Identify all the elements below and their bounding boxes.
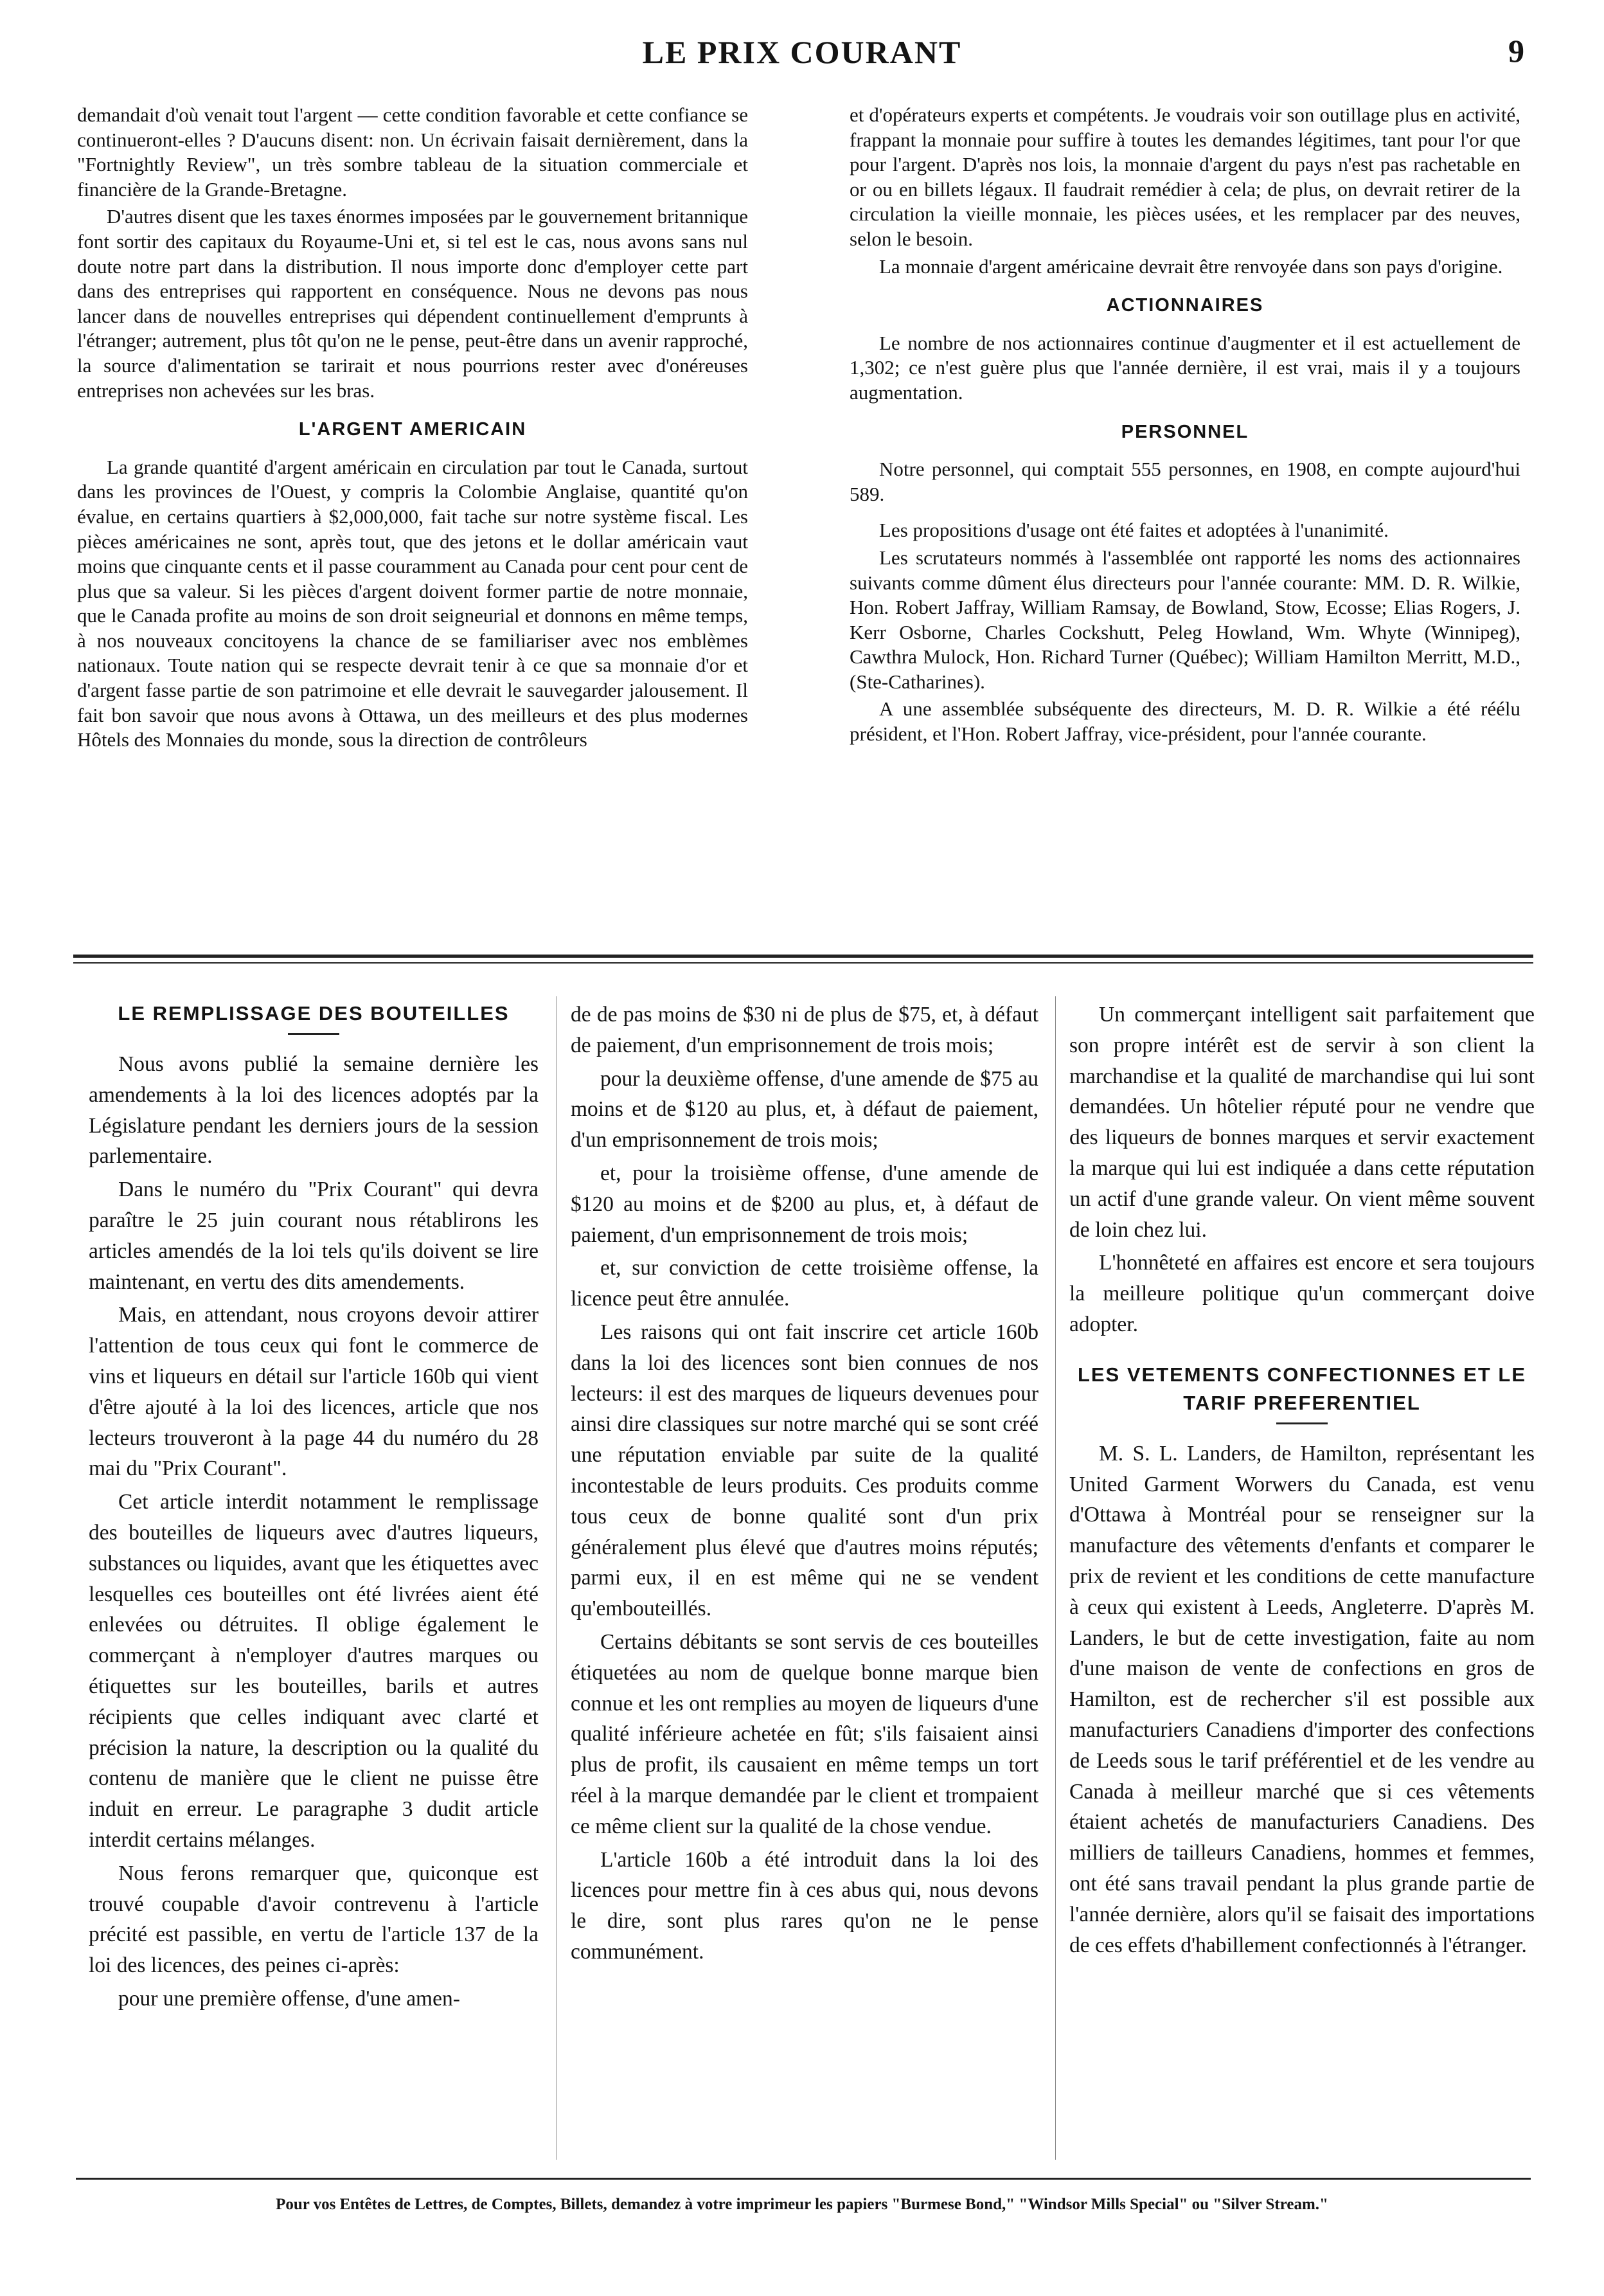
- paragraph: Notre personnel, qui comptait 555 personnes, en 1908, en compte aujourd'hui 589.: [850, 458, 1520, 505]
- paragraph: et d'opérateurs experts et compétents. Je voudrais voir son outillage plus en activité, frappant la monnaie pour suffire à toutes les demandes légitimes, tant pour l'or que pour l'argent. D'après nos lois, la monnaie d'argent du pays n'est pas rachetable en or ou en billets légaux. Il faudrait remédier à cela; de plus, on devrait retirer de la circulation la vieille monnaie, les pièces usées, et les remplacer par des neuves, selon le besoin.: [850, 103, 1520, 250]
- paragraph: A une assemblée subséquente des directeurs, M. D. R. Wilkie a été réélu président, et l'Hon. Robert Jaffray, vice-président, pour l'année courante.: [850, 697, 1520, 746]
- paragraph: L'honnêteté en affaires est encore et sera toujours la meilleure politique qu'un commerçant doive adopter.: [1069, 1251, 1535, 1336]
- column-rule: [1055, 996, 1056, 2160]
- title-rule: [1276, 1422, 1328, 1424]
- paragraph: Cet article interdit notamment le remplissage des bouteilles de liqueurs avec d'autres liqueurs, substances ou liquides, avant que les étiquettes avec lesquelles ces bouteilles ont été livrées aient été enlevées ou détruites. Il oblige également le commerçant à n'employer d'autres marques ou étiquettes sur les bouteilles, barils et autres récipients que celles indiquant avec clarté et précision la nature, la description ou la qualité du contenu de manière que le client ne puisse être induit en erreur. Le paragraphe 3 dudit article interdit certains mélanges.: [89, 1490, 539, 1852]
- footer-advertisement: Pour vos Entêtes de Lettres, de Comptes, Billets, demandez à votre imprimeur les papiers "Burmese Bond," "Windsor Mills Special" ou "Silver Stream.": [276, 2196, 1328, 2213]
- paragraph: Nous ferons remarquer que, quiconque est trouvé coupable d'avoir contrevenu à l'article précité est passible, en vertu de l'article 137 de la loi des licences, des peines ci-après:: [89, 1861, 539, 1978]
- paragraph: Dans le numéro du "Prix Courant" qui devra paraître le 25 juin courant nous rétablirons les articles amendés de la loi tels qu'ils doivent se lire maintenant, en vertu des dits amendements.: [89, 1178, 539, 1294]
- top-right-column: [850, 103, 1520, 749]
- article-title-vetements: LES VETEMENTS CONFECTIONNES ET LE TARIF PREFERENTIEL: [1077, 1363, 1527, 1414]
- paragraph: pour une première offense, d'une amen-: [118, 1986, 460, 2011]
- paragraph: Certains débitants se sont servis de ces bouteilles étiquetées au nom de quelque bonne marque bien connue et les ont remplies au moyen de liqueurs d'une qualité inférieure achetée en fût; s'ils faisaient ainsi plus de profit, ils causaient en même temps un tort réel à la marque demandée par le client et trompaient ce même client sur la qualité de la chose vendue.: [571, 1629, 1038, 1838]
- paragraph: et, sur conviction de cette troisième offense, la licence peut être annulée.: [571, 1256, 1038, 1311]
- top-left-column: [77, 103, 748, 755]
- bottom-column-2: [571, 1000, 1038, 1970]
- paragraph: Le nombre de nos actionnaires continue d'augmenter et il est actuellement de 1,302; ce n'est guère plus que l'année dernière, il est vrai, mais il y a toujours augmentation.: [850, 331, 1520, 404]
- paragraph: D'autres disent que les taxes énormes imposées par le gouvernement britannique font sortir des capitaux du Royaume-Uni et, si tel est le cas, nous avons sans nul doute notre part dans la distribution. Il nous importe donc d'employer cette part dans des entreprises qui rapportent en conséquence. Nous ne devons pas nous lancer dans de nouvelles entreprises qui dépendent continuellement d'emprunts à l'étranger; autrement, plus tôt qu'on ne le pense, peut-être dans un avenir rapproché, la source d'alimentation se tarirait et nous pourrions rester avec d'onéreuses entreprises non achevées sur les bras.: [77, 205, 748, 402]
- section-title-argent-americain: L'ARGENT AMERICAIN: [298, 419, 527, 440]
- paragraph: Nous avons publié la semaine dernière les amendements à la loi des licences adoptés par la Législature pendant les derniers jours de la session parlementaire.: [89, 1052, 539, 1169]
- paragraph: L'article 160b a été introduit dans la loi des licences pour mettre fin à ces abus qui, nous devons le dire, sont plus rares qu'on ne le pense communément.: [571, 1847, 1038, 1964]
- paragraph: La monnaie d'argent américaine devrait être renvoyée dans son pays d'origine.: [879, 255, 1503, 278]
- paragraph: La grande quantité d'argent américain en circulation par tout le Canada, surtout dans les provinces de l'Ouest, y compris la Colombie Anglaise, quantité qu'on évalue, en certains quartiers à $2,000,000, fait tache sur notre système fiscal. Les pièces américaines ne sont, après tout, que des jetons et le dollar américain vaut moins que cinquante cents et il passe couramment au Canada pour cent pour cent de plus que sa valeur. Si les pièces d'argent doivent former partie de notre monnaie, que le Canada profite au moins de son droit seigneurial et donnons en même temps, à nos nouveaux concitoyens la chance de se familiariser avec nos emblèmes nationaux. Toute nation qui se respecte devrait tenir à ce que sa monnaie d'or et d'argent fasse partie de son patrimoine et elle devrait le sauvegarder jalousement. Il fait bon savoir que nous avons à Ottawa, un des meilleurs et des plus modernes Hôtels des Monnaies du monde, sous la direction de contrôleurs: [77, 455, 748, 751]
- page-number: 9: [1508, 33, 1524, 69]
- section-title-actionnaires: ACTIONNAIRES: [1106, 295, 1264, 316]
- paragraph: M. S. L. Landers, de Hamilton, représentant les United Garment Worwers du Canada, est venu d'Ottawa à Montréal pour se renseigner sur la manufacture des vêtements d'enfants et comparer le prix de revient et les conditions de cette manufacture à ceux qui existent à Leeds, Angleterre. D'après M. Landers, le but de cette investigation, faite au nom d'une maison de vente de confections en gros de Hamilton, est de rechercher s'il est possible aux manufacturiers Canadiens d'importer des confections de Leeds sous le tarif préférentiel et de les vendre au Canada à meilleur marché que si ces vêtements étaient achetés de manufacturiers Canadiens. Des milliers de tailleurs Canadiens, hommes et femmes, ont été sans travail pendant la plus grande partie de l'année dernière, alors qu'il se faisait des importations de ces effets d'habillement confectionnés à l'étranger.: [1069, 1441, 1535, 1957]
- bottom-column-1: [89, 1000, 539, 2017]
- paragraph: de de pas moins de $30 ni de plus de $75, et, à défaut de paiement, d'un emprisonnement de trois mois;: [571, 1003, 1038, 1057]
- paragraph: demandait d'où venait tout l'argent — cette condition favorable et cette confiance se continueront-elles ? D'aucuns disent: non. Un écrivain faisait dernièrement, dans la "Fortnightly Review", un très sombre tableau de la situation commerciale et financière de la Grande-Bretagne.: [77, 103, 748, 201]
- paragraph: Les raisons qui ont fait inscrire cet article 160b dans la loi des licences sont bien connues de nos lecteurs: il est des marques de liqueurs devenues pour ainsi dire classiques sur notre marché qui se sont créé une réputation enviable par suite de la qualité incontestable de leurs produits. Ces produits comme tous ceux de bonne qualité sont d'un prix généralement plus élevé que d'autres moins réputés; parmi eux, il en est même qui ne se vendent qu'embouteillés.: [571, 1320, 1038, 1621]
- paragraph: Un commerçant intelligent sait parfaitement que son propre intérêt est de servir à son client la marchandise et la qualité de marchandise qui lui sont demandées. Un hôtelier réputé pour ne vendre que des liqueurs de bonnes marques et servir exactement la marque qui lui est indiquée a dans cette réputation un actif d'une grande valeur. On vient même souvent de loin chez lui.: [1069, 1003, 1535, 1242]
- bottom-column-3: [1069, 1000, 1535, 1963]
- article-title-remplissage: LE REMPLISSAGE DES BOUTEILLES: [118, 1002, 510, 1025]
- paragraph: Les propositions d'usage ont été faites et adoptées à l'unanimité.: [879, 519, 1389, 542]
- section-title-personnel: PERSONNEL: [1121, 421, 1249, 442]
- paragraph: pour la deuxième offense, d'une amende de $75 au moins et de $120 au plus, et, à défaut de paiement, d'un emprisonnement de trois mois;: [571, 1066, 1038, 1152]
- section-divider: [73, 955, 1533, 958]
- title-rule: [288, 1033, 339, 1035]
- footer-rule: [76, 2178, 1531, 2180]
- paragraph: Mais, en attendant, nous croyons devoir attirer l'attention de tous ceux qui font le commerce de vins et liqueurs en détail sur l'article 160b qui vient d'être ajouté à la loi des licences, article que nos lecteurs trouveront à la page 44 du numéro du 28 mai du "Prix Courant".: [89, 1303, 539, 1481]
- paragraph: et, pour la troisième offense, d'une amende de $120 au moins et de $200 au plus, et, à défaut de paiement, d'un emprisonnement de trois mois;: [571, 1161, 1038, 1247]
- running-title: LE PRIX COURANT: [642, 34, 962, 70]
- paragraph: Les scrutateurs nommés à l'assemblée ont rapporté les noms des actionnaires suivants comme dûment élus directeurs pour l'année courante: MM. D. R. Wilkie, Hon. Robert Jaffray, William Ramsay, de Bowland, Stow, Ecosse; Elias Rogers, J. Kerr Osborne, Charles Cockshutt, Peleg Howland, Wm. Whyte (Winnipeg), Cawthra Mulock, Hon. Richard Turner (Québec); William Hamilton Merritt, M.D., (Ste-Catharines).: [850, 546, 1520, 693]
- section-divider: [73, 962, 1533, 964]
